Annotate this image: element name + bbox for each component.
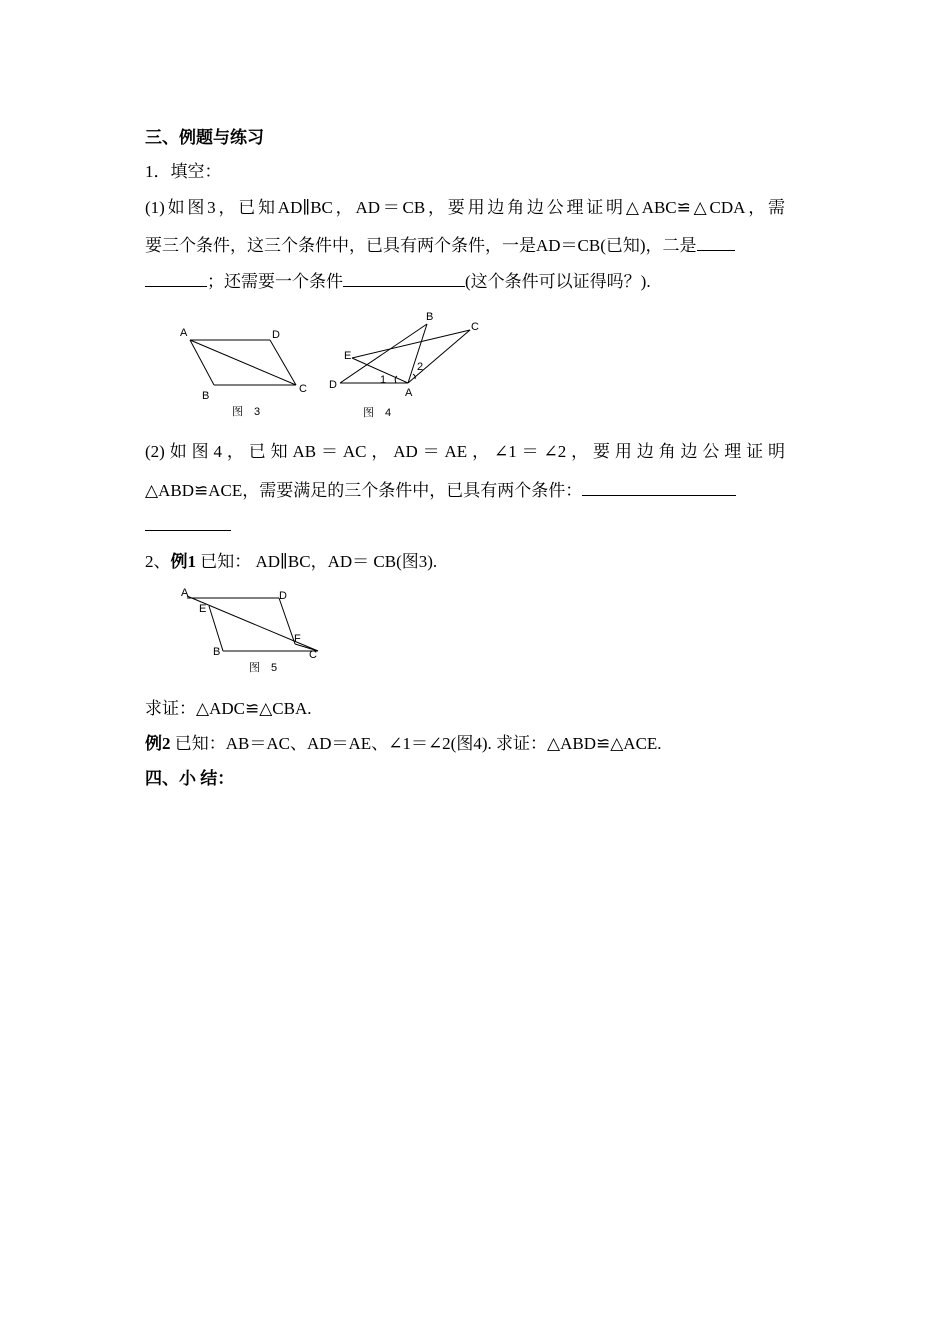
section-4-title: 四、小 结： <box>145 769 235 788</box>
q1-2-line-2-text: △ABD≌ACE，需要满足的三个条件中，已具有两个条件： <box>145 481 583 500</box>
fig3-label-D: D <box>272 329 280 341</box>
example-2-label: 例2 <box>145 734 171 753</box>
segment-DC <box>270 340 296 385</box>
angle-1-arc <box>395 376 397 383</box>
answer-blank-1a[interactable] <box>697 232 735 251</box>
fig5-label-C: C <box>309 649 317 661</box>
example-1-text: 已知： AD∥BC，AD＝ CB(图3). <box>196 552 438 571</box>
example-1-label: 例1 <box>170 552 196 571</box>
prove-1: 求证：△ADC≌△CBA. <box>145 699 312 718</box>
figure-4 <box>322 308 492 423</box>
fig5-label-D: D <box>279 590 287 602</box>
segment-EC <box>352 330 470 358</box>
example-1-prefix: 2、 <box>145 552 171 571</box>
q1-1-line-2-text: 要三个条件，这三个条件中，已具有两个条件，一是AD＝CB(已知)，二是 <box>145 236 697 255</box>
q1-2-line-3 <box>145 512 785 538</box>
fig4-caption: 图 4 <box>363 407 392 419</box>
fig4-label-D: D <box>329 379 337 391</box>
q1-2-line-1: (2)如图4，已知AB＝AC，AD＝AE，∠1＝∠2，要用边角边公理证明 <box>145 442 785 461</box>
fig4-label-angle-2: 2 <box>417 361 424 373</box>
diagonal-AC <box>190 340 296 385</box>
fig3-label-B: B <box>202 390 210 402</box>
figure-3 <box>170 318 315 423</box>
example-2-text: 已知：AB＝AC、AD＝AE、∠1＝∠2(图4). 求证：△ABD≌△ACE. <box>170 734 662 753</box>
fig4-label-B: B <box>426 311 434 323</box>
fig3-label-C: C <box>299 383 307 395</box>
q1-1-line-2 <box>145 232 785 258</box>
segment-BA <box>190 340 214 385</box>
fig4-label-E: E <box>344 350 352 362</box>
fig5-label-A: A <box>181 587 189 599</box>
segment-BE <box>209 606 223 651</box>
fig4-label-angle-1: 1 <box>380 374 387 386</box>
fig5-label-E: E <box>199 603 207 615</box>
question-1-label: 1．填空： <box>145 162 222 181</box>
segment-CA <box>408 330 470 383</box>
segment-DC <box>279 598 295 644</box>
answer-blank-1b[interactable] <box>145 268 207 287</box>
fig5-caption: 图 5 <box>249 662 278 674</box>
section-3-title: 三、例题与练习 <box>145 128 264 147</box>
figure-5 <box>175 584 325 679</box>
q1-1-line-3-text-a: ；还需要一个条件 <box>207 272 343 291</box>
fig5-label-F: F <box>294 633 301 645</box>
q1-1-line-3 <box>145 268 785 294</box>
fig4-label-A: A <box>405 387 413 399</box>
answer-blank-3a[interactable] <box>582 477 736 496</box>
fig5-label-B: B <box>213 646 221 658</box>
q1-1-line-3-text-b: (这个条件可以证得吗？). <box>465 272 651 291</box>
fig3-label-A: A <box>180 327 188 339</box>
fig4-label-C: C <box>471 321 479 333</box>
example-1-line <box>145 550 785 574</box>
q1-2-line-2 <box>145 477 785 503</box>
segment-BA <box>408 324 427 383</box>
example-2-line <box>145 732 785 756</box>
q1-1-line-1: (1)如图3，已知AD∥BC，AD＝CB，要用边角边公理证明△ABC≌△CDA，需 <box>145 198 785 217</box>
fig3-caption: 图 3 <box>232 406 261 418</box>
answer-blank-2[interactable] <box>343 268 465 287</box>
answer-blank-3b[interactable] <box>145 512 231 531</box>
